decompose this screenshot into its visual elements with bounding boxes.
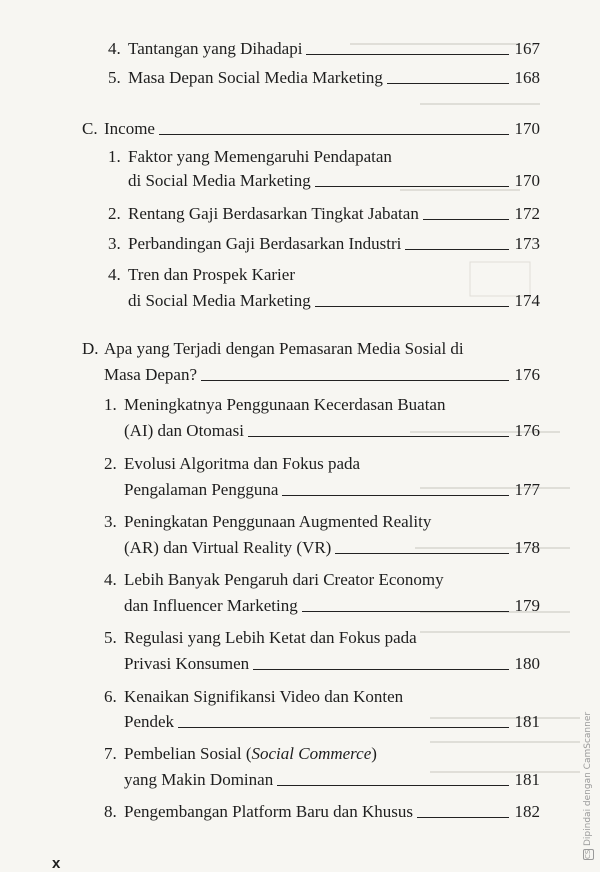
page-number: 173 xyxy=(514,234,540,253)
page-number: 182 xyxy=(514,802,540,821)
page-number: 176 xyxy=(514,421,540,440)
entry-number: 8. xyxy=(104,802,117,821)
entry-number: 1. xyxy=(104,395,117,414)
dot-leader xyxy=(178,726,508,728)
dot-leader xyxy=(282,494,508,496)
entry-title: yang Makin Dominan xyxy=(124,770,274,789)
section-title: Apa yang Terjadi dengan Pemasaran Media Sosial di xyxy=(104,339,464,358)
toc-entry-continuation[interactable] xyxy=(124,537,540,559)
dot-leader xyxy=(405,248,508,250)
entry-title: (AR) dan Virtual Reality (VR) xyxy=(124,538,332,557)
toc-entry[interactable] xyxy=(104,569,540,591)
toc-entry[interactable] xyxy=(108,146,540,168)
toc-section[interactable] xyxy=(82,338,540,360)
page-number: 170 xyxy=(514,119,540,138)
entry-title: dan Influencer Marketing xyxy=(124,596,298,615)
dot-leader xyxy=(315,305,509,307)
toc-entry[interactable] xyxy=(104,686,540,708)
dot-leader xyxy=(201,379,509,381)
toc-entry-continuation[interactable] xyxy=(128,290,540,312)
entry-title: Perbandingan Gaji Berdasarkan Industri xyxy=(128,234,402,253)
dot-leader xyxy=(159,133,509,135)
dot-leader xyxy=(423,218,509,220)
roman-page-number: x xyxy=(52,855,61,872)
entry-title: Rentang Gaji Berdasarkan Tingkat Jabatan xyxy=(128,204,419,223)
toc-entry-continuation[interactable] xyxy=(124,595,540,617)
entry-title: di Social Media Marketing xyxy=(128,291,311,310)
watermark-text: Dipindai dengan CamScanner xyxy=(583,711,593,846)
page-number: 179 xyxy=(514,596,540,615)
page-number: 180 xyxy=(514,654,540,673)
toc-entry[interactable] xyxy=(104,743,540,765)
entry-title: Tren dan Prospek Karier xyxy=(128,265,295,284)
section-title: Income xyxy=(104,119,155,138)
entry-title: (AI) dan Otomasi xyxy=(124,421,244,440)
toc-entry[interactable] xyxy=(108,203,540,225)
dot-leader xyxy=(277,784,508,786)
entry-title-suffix: ) xyxy=(371,744,377,763)
entry-title: Peningkatan Penggunaan Augmented Reality xyxy=(124,512,432,531)
toc-entry-continuation[interactable] xyxy=(124,479,540,501)
dot-leader xyxy=(248,435,509,437)
entry-number: 5. xyxy=(108,68,121,87)
entry-number: 6. xyxy=(104,687,117,706)
dot-leader xyxy=(417,816,509,818)
entry-title: Tantangan yang Dihadapi xyxy=(128,39,303,58)
section-letter: D. xyxy=(82,339,99,358)
section-letter: C. xyxy=(82,119,98,138)
entry-number: 7. xyxy=(104,744,117,763)
toc-entry[interactable] xyxy=(104,627,540,649)
entry-title: Kenaikan Signifikansi Video dan Konten xyxy=(124,687,404,706)
toc-entry[interactable] xyxy=(104,801,540,823)
page-number: 174 xyxy=(514,291,540,310)
entry-title: Masa Depan Social Media Marketing xyxy=(128,68,383,87)
toc-entry[interactable] xyxy=(108,233,540,255)
entry-number: 2. xyxy=(104,454,117,473)
page-number: 181 xyxy=(514,770,540,789)
dot-leader xyxy=(387,82,509,84)
page-number: 176 xyxy=(514,365,540,384)
entry-title: Pengalaman Pengguna xyxy=(124,480,279,499)
toc-section[interactable] xyxy=(82,118,540,140)
toc-entry-continuation[interactable] xyxy=(124,420,540,442)
entry-title: Regulasi yang Lebih Ketat dan Fokus pada xyxy=(124,628,417,647)
entry-number: 2. xyxy=(108,204,121,223)
entry-title: Pendek xyxy=(124,712,175,731)
entry-number: 1. xyxy=(108,147,121,166)
page-number: 168 xyxy=(514,68,540,87)
dot-leader xyxy=(315,185,509,187)
toc-entry-continuation[interactable] xyxy=(128,170,540,192)
page-number: 181 xyxy=(514,712,540,731)
entry-number: 4. xyxy=(104,570,117,589)
entry-title: Privasi Konsumen xyxy=(124,654,250,673)
cs-icon: CS xyxy=(584,849,592,859)
camscanner-watermark xyxy=(583,712,594,860)
entry-number: 5. xyxy=(104,628,117,647)
dot-leader xyxy=(253,668,508,670)
toc-entry-continuation[interactable] xyxy=(124,653,540,675)
entry-title: Pembelian Sosial ( xyxy=(124,744,252,763)
entry-number: 4. xyxy=(108,39,121,58)
dot-leader xyxy=(335,552,508,554)
entry-number: 3. xyxy=(108,234,121,253)
entry-number: 3. xyxy=(104,512,117,531)
entry-title: di Social Media Marketing xyxy=(128,171,311,190)
page-number: 170 xyxy=(514,171,540,190)
toc-entry[interactable] xyxy=(108,67,540,89)
toc-entry-continuation[interactable] xyxy=(124,769,540,791)
dot-leader xyxy=(306,53,508,55)
toc-entry[interactable] xyxy=(108,38,540,60)
toc-entry[interactable] xyxy=(104,511,540,533)
section-title: Masa Depan? xyxy=(104,365,197,384)
page-number: 167 xyxy=(514,39,540,58)
toc-entry-continuation[interactable] xyxy=(124,711,540,733)
toc-entry[interactable] xyxy=(104,394,540,416)
dot-leader xyxy=(302,610,509,612)
entry-title: Evolusi Algoritma dan Fokus pada xyxy=(124,454,361,473)
entry-title: Lebih Banyak Pengaruh dari Creator Economy xyxy=(124,570,444,589)
entry-title: Meningkatnya Penggunaan Kecerdasan Buatan xyxy=(124,395,446,414)
page-number: 172 xyxy=(514,204,540,223)
page-number: 178 xyxy=(514,538,540,557)
toc-section-continuation[interactable] xyxy=(104,364,540,386)
toc-entry[interactable] xyxy=(104,453,540,475)
toc-entry[interactable] xyxy=(108,264,540,286)
entry-number: 4. xyxy=(108,265,121,284)
entry-title: Pengembangan Platform Baru dan Khusus xyxy=(124,802,413,821)
page-number: 177 xyxy=(514,480,540,499)
entry-title-italic: Social Commerce xyxy=(251,744,372,763)
entry-title: Faktor yang Memengaruhi Pendapatan xyxy=(128,147,392,166)
